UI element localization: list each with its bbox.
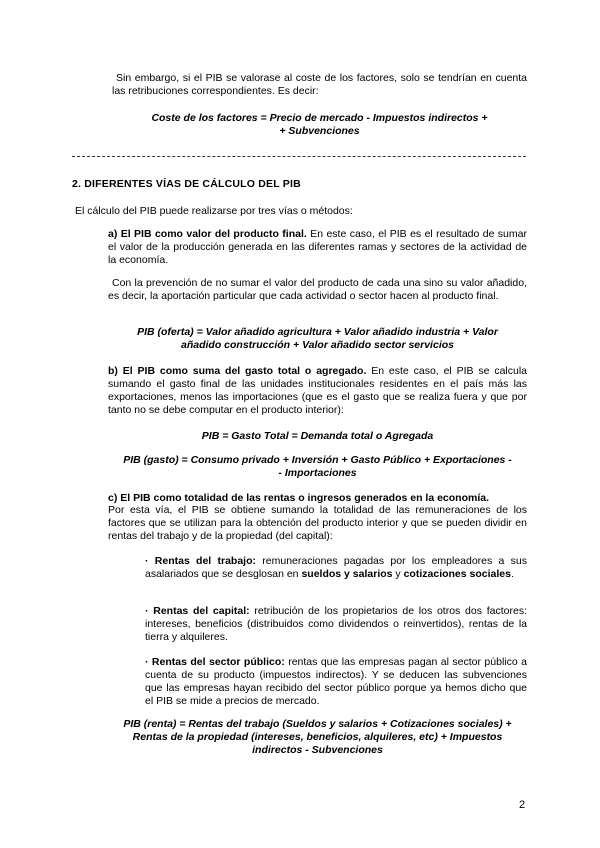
formula-line: PIB (renta) = Rentas del trabajo (Sueldos y salarios + Cotizaciones sociales) + [123,718,512,730]
method-c-heading: c) El PIB como totalidad de las rentas o ingresos generados en la economía. [108,492,490,504]
pib-total-formula: PIB = Gasto Total = Demanda total o Agregada [201,430,434,442]
method-b-paragraph [108,365,527,417]
formula-line: Coste de los factores = Precio de mercado - Impuestos indirectos + [151,112,488,124]
dashed-divider [72,156,526,157]
method-a-heading: a) El PIB como valor del producto final. [108,228,307,240]
pib-gasto-formula [108,454,527,480]
item-text: remuneraciones pagadas por los empleadores a sus asalariados que se desglosan en [145,555,527,580]
item-label: · Rentas del capital: [145,605,250,617]
item-text: retribución de los propietarios de los otros dos factores: intereses, beneficios (distribuidos como dividendos o reinvertidos), rentas de la tierra y alquileres. [145,605,527,643]
item-text: . [510,568,514,580]
intro-text: Sin embargo, si el PIB se valorase al coste de los factores, solo se tendrían en cuenta las retribuciones correspondientes. Es decir: [112,72,527,97]
rentas-capital-item [145,605,527,644]
formula-line: PIB (gasto) = Consumo privado + Inversión + Gasto Público + Exportaciones - [123,454,512,466]
section-title: 2. DIFERENTES VÍAS DE CÁLCULO DEL PIB [72,178,301,190]
formula-line: + Subvenciones [279,125,360,137]
formula-line: indirectos - Subvenciones [252,744,383,756]
pib-oferta-formula [108,326,527,352]
page-number: 2 [519,799,526,811]
factor-cost-formula [112,112,527,138]
item-text: rentas que las empresas pagan al sector público a cuenta de su producto (impuestos indirectos). Y se deducen las subvenciones que las empresas hayan recibido del sector público porque ya hemos dicho que el PIB se mide a precios de mercado. [145,656,527,707]
method-b-text: En este caso, el PIB se calcula sumando el gasto final de las unidades institucionales residentes en el país más las exportaciones, menos las importaciones (que es el gasto que se realiza fuera y que por tanto no se debe computar en el producto interior): [108,365,528,416]
method-c-text: Por esta vía, el PIB se obtiene sumando la totalidad de las remuneraciones de los factores que se utilizan para la obtención del producto interior y que se pueden dividir en rentas del trabajo y de la propiedad (del capital): [108,504,527,542]
intro-paragraph [112,72,527,98]
formula-line: añadido construcción + Valor añadido sector servicios [181,339,454,351]
method-a-text: En este caso, el PIB es el resultado de sumar el valor de la producción generada en las diferentes ramas y sectores de la actividad de la economía. [108,228,527,266]
method-a-paragraph [108,228,527,267]
section-lead: El cálculo del PIB puede realizarse por tres vías o métodos: [75,205,353,217]
method-a-note [108,277,527,303]
item-bold: sueldos y salarios [301,568,393,580]
item-label: · Rentas del sector público: [145,656,285,668]
rentas-sector-publico-item [145,656,527,708]
item-text: y [392,568,404,580]
item-label: · Rentas del trabajo: [145,555,257,567]
formula-line: - Importaciones [278,467,357,479]
method-b-heading: b) El PIB como suma del gasto total o agregado. [108,365,367,377]
formula-line: Rentas de la propiedad (intereses, beneficios, alquileres, etc) + Impuestos [132,731,503,743]
method-a-note-text: Con la prevención de no sumar el valor del producto de cada una sino su valor añadido, es decir, la aportación particular que cada actividad o sector hacen al producto final. [108,277,527,302]
item-bold: cotizaciones sociales [403,568,511,580]
pib-renta-formula [100,718,535,757]
rentas-trabajo-item [145,555,527,581]
formula-line: PIB (oferta) = Valor añadido agricultura + Valor añadido industria + Valor [137,326,498,338]
